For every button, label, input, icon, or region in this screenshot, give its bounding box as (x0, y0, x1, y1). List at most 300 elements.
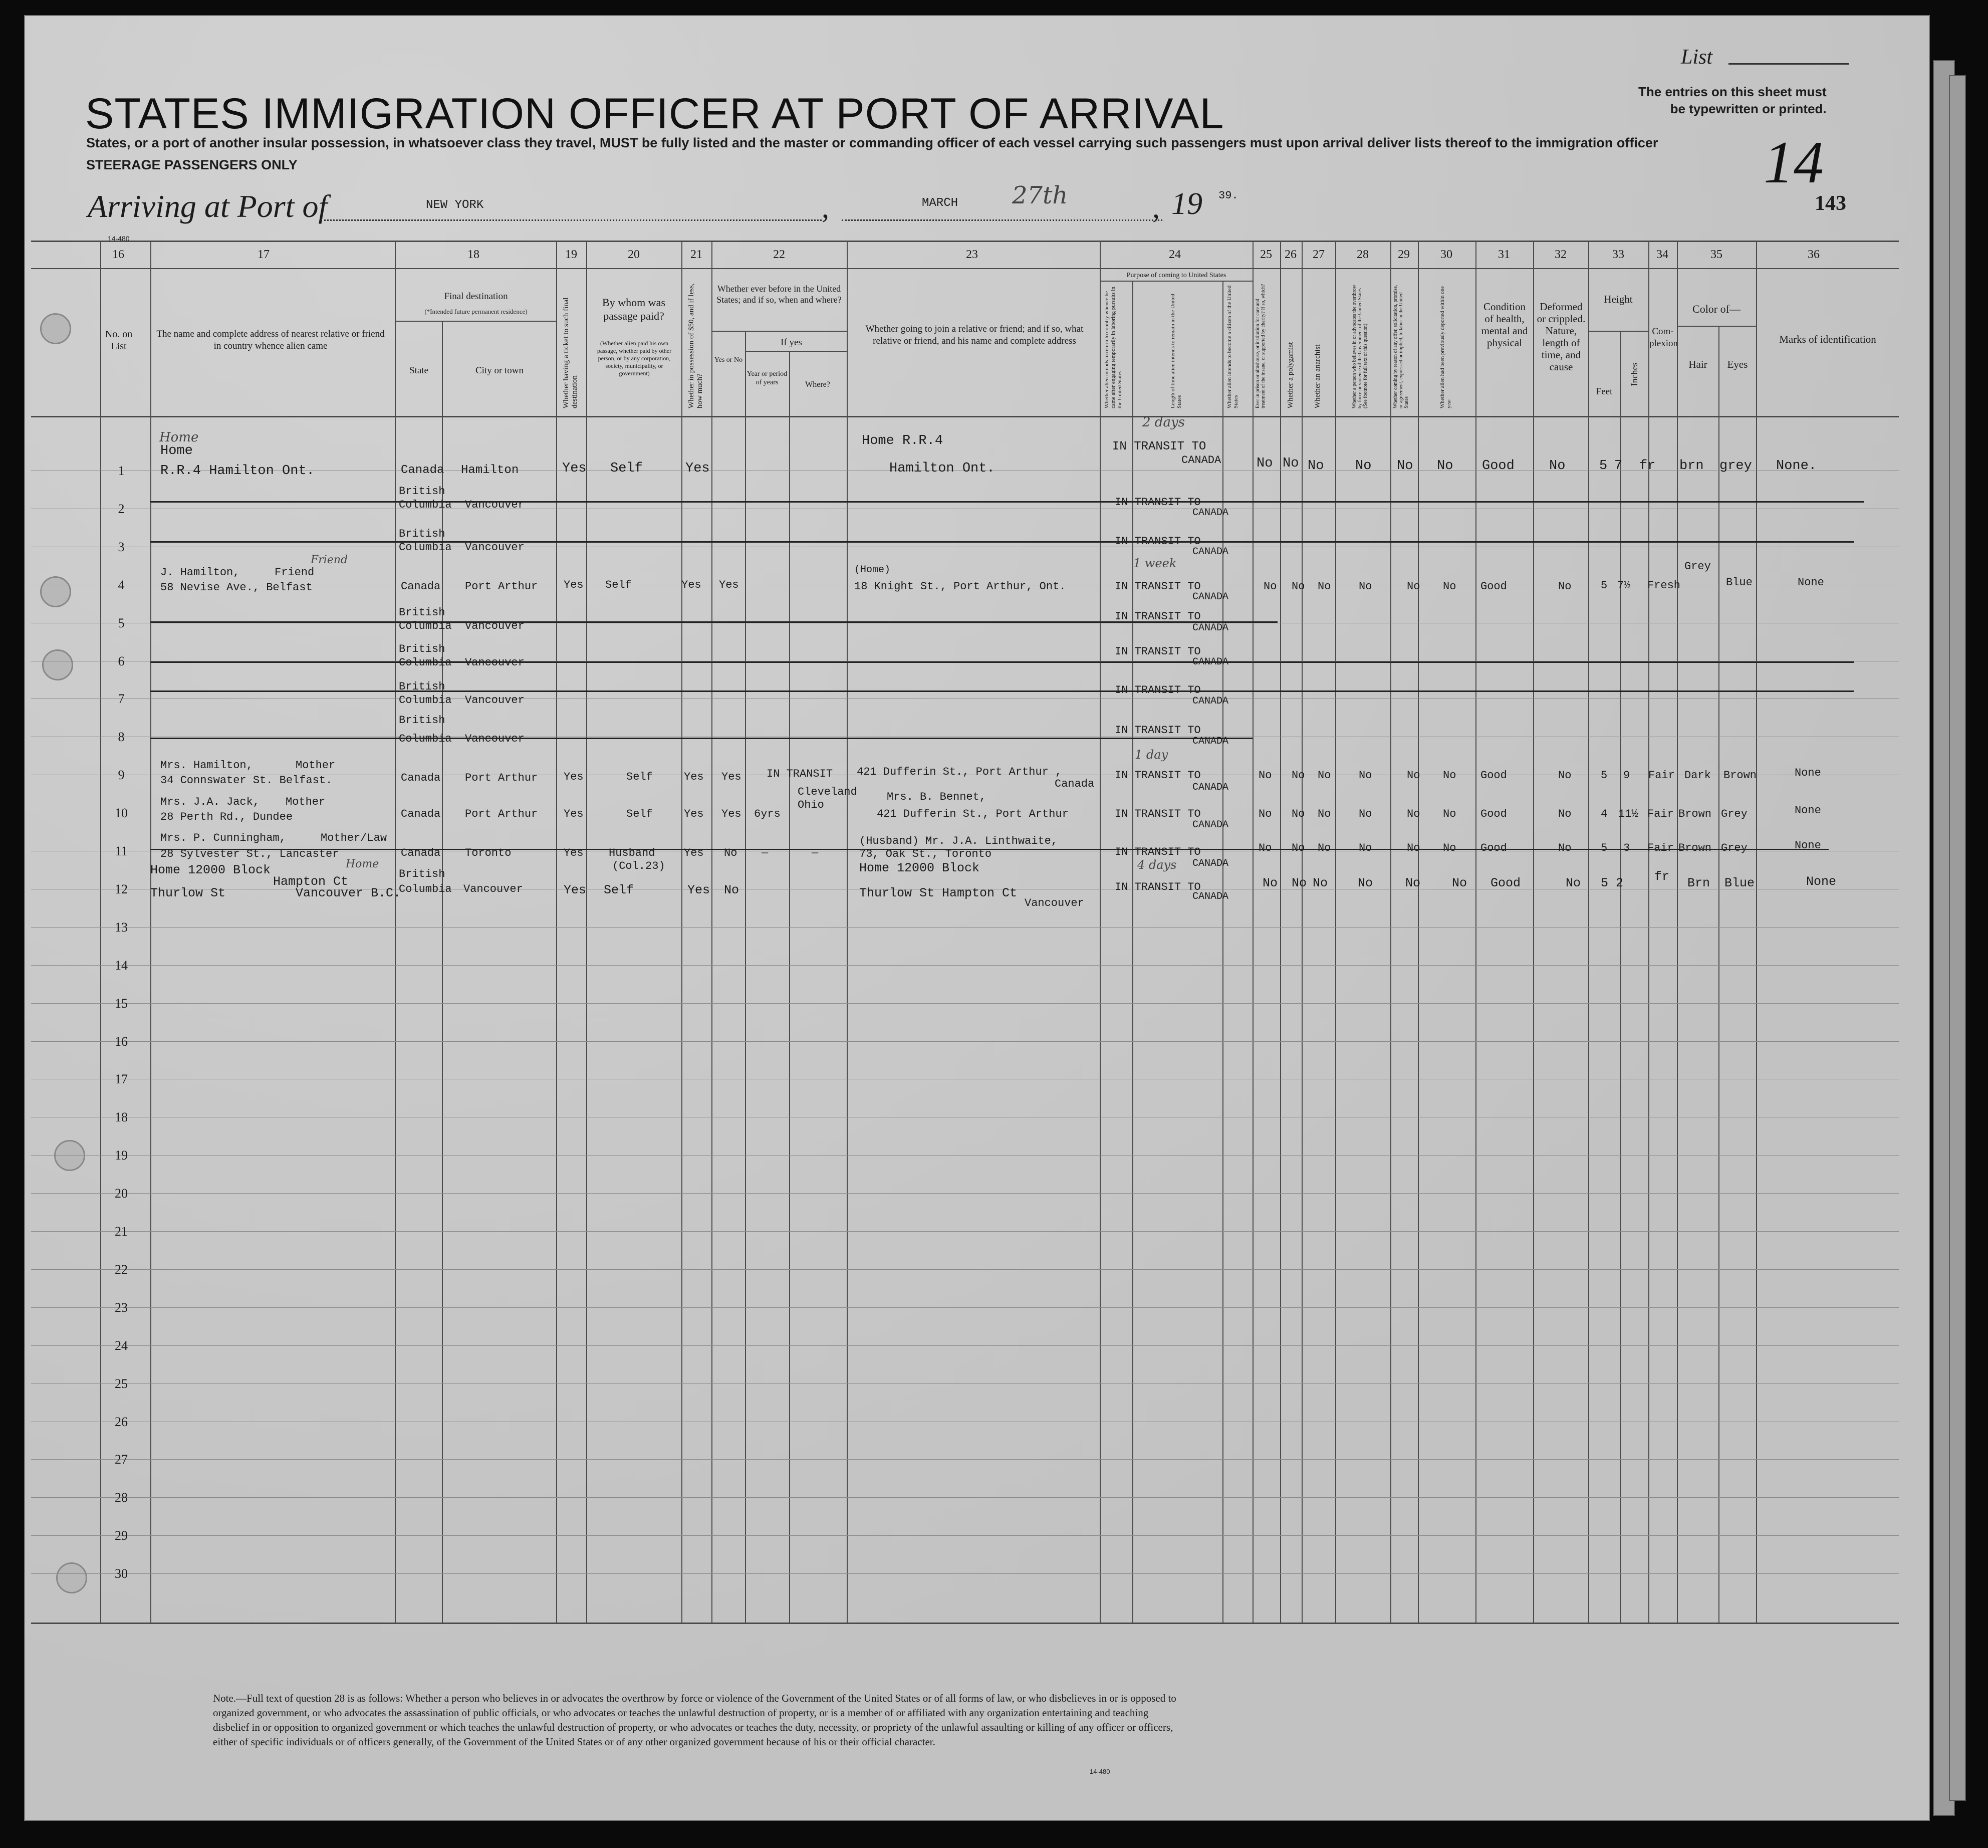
row-number: 18 (115, 1110, 128, 1125)
row-number: 8 (118, 730, 125, 745)
sub-rule (711, 331, 847, 332)
row-rule (31, 1383, 1899, 1384)
r11-join-line2: 73, Oak St., Toronto (859, 848, 992, 860)
r12-relative-line2b: Vancouver B.C. (296, 886, 401, 900)
r9-transit-dest: CANADA (1192, 782, 1229, 793)
header-marks: Marks of identification (1779, 333, 1876, 345)
grid-colnum-bottom (31, 268, 1899, 269)
r9-relative-line1: Mrs. Hamilton, (160, 759, 253, 772)
col-line (1648, 241, 1649, 1624)
row-rule (31, 1193, 1899, 1194)
r1-hand-time: 2 days (1142, 415, 1185, 430)
form-instructions: States, or a port of another insular possession, in whatsoever class they travel, MUST be fully listed and the master or commanding officer of each vessel carrying such passengers must upon arrival deliver lists thereof to the immigration officer (86, 135, 1658, 150)
r1-ticket: Yes (562, 461, 587, 476)
col-line (1620, 331, 1621, 1624)
r6-state: British (399, 643, 445, 655)
r11-relative-line2: 28 Sylvester St., Lancaster (160, 848, 339, 860)
r1-c29: No (1397, 458, 1413, 474)
r10-c27: No (1318, 808, 1331, 820)
r12-complexion: fr (1654, 869, 1670, 884)
col-line (1253, 241, 1254, 1624)
r11-complexion: Fair (1647, 842, 1674, 854)
r4-hand-relation: Friend (311, 554, 348, 566)
col-number: 17 (258, 248, 270, 261)
r11-city: Toronto (465, 847, 512, 859)
r1-c26: No (1283, 456, 1299, 471)
row-number: 22 (115, 1262, 128, 1277)
r10-deformed: No (1558, 808, 1572, 820)
r9-hand-time: 1 day (1135, 748, 1168, 762)
r10-transit: IN TRANSIT TO (1115, 808, 1201, 820)
r11-feet: 5 (1601, 842, 1608, 854)
r4-inches: 7½ (1617, 579, 1631, 592)
r1-join-line1: Home R.R.4 (862, 433, 943, 448)
r8-state-2: Columbia (399, 733, 452, 745)
row-number: 27 (115, 1452, 128, 1467)
r4-transit-dest: CANADA (1192, 591, 1229, 603)
r9-relative-line2: 34 Connswater St. Belfast. (160, 774, 333, 787)
r12-health: Good (1490, 876, 1521, 890)
header-passage-paid: By whom was passage paid? (602, 296, 665, 322)
col-number: 22 (773, 248, 785, 261)
col-line (100, 241, 101, 1624)
r4-health: Good (1480, 580, 1507, 593)
r1-eyes: grey (1719, 458, 1752, 474)
r12-deformed: No (1566, 876, 1581, 890)
r6-city: Vancouver (465, 656, 525, 669)
strike-row-7 (150, 690, 1854, 692)
row-number: 16 (115, 1034, 128, 1049)
row-number: 17 (115, 1072, 128, 1087)
header-join-relative: Whether going to join a relative or friend; and if so, what relative or friend, and his name and complete address (865, 324, 1084, 346)
r1-money: Yes (685, 461, 710, 476)
arrival-month: MARCH (922, 196, 958, 210)
r4-eyes: Blue (1726, 576, 1753, 589)
col-line (745, 331, 746, 1624)
col-line (1390, 241, 1391, 1624)
row-rule (31, 1003, 1899, 1004)
row-number: 24 (115, 1338, 128, 1353)
col-number: 27 (1313, 248, 1325, 261)
row-number: 19 (115, 1148, 128, 1163)
sub-rule (1677, 326, 1756, 327)
strike-row-8 (150, 738, 1253, 739)
grid-top (31, 241, 1899, 242)
r10-complexion: Fair (1647, 808, 1674, 820)
row-number: 30 (115, 1566, 128, 1581)
r3-transit-dest: CANADA (1192, 546, 1229, 558)
r12-inches: 2 (1616, 876, 1624, 890)
r1-c30: No (1437, 458, 1453, 474)
r4-c29: No (1407, 580, 1420, 593)
col-number: 30 (1440, 248, 1452, 261)
sub-rule (1588, 331, 1648, 332)
r1-join-line2: Hamilton Ont. (889, 461, 995, 476)
header-where: Where? (805, 380, 830, 389)
r4-feet: 5 (1601, 579, 1608, 592)
r1-feet: 5 (1599, 458, 1608, 474)
row-rule (31, 1155, 1899, 1156)
r10-relation: Mother (286, 796, 326, 808)
r1-transit: IN TRANSIT TO (1112, 440, 1206, 453)
col-number: 18 (467, 248, 479, 261)
r9-feet: 5 (1601, 769, 1608, 782)
header-city: City or town (475, 365, 524, 376)
row-number: 6 (118, 653, 125, 668)
r10-c26: No (1292, 808, 1305, 820)
col-line (1132, 281, 1133, 1624)
r12-relative-line2: Thurlow St (150, 886, 226, 900)
header-ever-before: Whether ever before in the United States; and if so, when and where? (716, 284, 842, 305)
r12-c27: No (1313, 876, 1328, 890)
col-number: 20 (628, 248, 640, 261)
r12-state: British (399, 868, 445, 880)
r4-complexion: Fresh (1647, 579, 1681, 592)
r9-before-where: IN TRANSIT (767, 768, 833, 780)
r9-hair: Dark (1684, 769, 1711, 782)
header-fifty-dollars: Whether in possession of $50, and if less, how much? (687, 283, 704, 408)
col-line (586, 241, 587, 1624)
r12-join-line2: Thurlow St Hampton Ct (859, 886, 1018, 900)
header-final-destination: Final destination (444, 291, 508, 302)
r11-relative-line1: Mrs. P. Cunningham, (160, 832, 286, 844)
r4-hand-time: 1 week (1133, 556, 1177, 570)
r4-ticket: Yes (564, 579, 584, 591)
row-number: 9 (118, 768, 125, 783)
col-number: 28 (1357, 248, 1369, 261)
row-number: 26 (115, 1414, 128, 1429)
arrival-label: Arriving at Port of (88, 188, 328, 224)
row-number: 2 (118, 501, 125, 516)
strike-row-6 (150, 661, 1854, 663)
r9-deformed: No (1558, 769, 1572, 782)
r4-money: Yes (681, 579, 701, 591)
r8-transit: IN TRANSIT TO (1115, 724, 1201, 737)
r7-transit-dest: CANADA (1192, 696, 1229, 707)
row-number: 11 (115, 844, 128, 858)
row-number: 29 (115, 1528, 128, 1543)
typed-note-line-1: The entries on this sheet must (1638, 84, 1827, 99)
row-number: 1 (118, 464, 125, 478)
r11-c29: No (1407, 842, 1420, 854)
form-code: 14-480 (108, 235, 130, 243)
r10-health: Good (1480, 808, 1507, 820)
r12-relative-line1b: Hampton Ct (273, 874, 349, 889)
row-number: 23 (115, 1300, 128, 1315)
r9-complexion: Fair (1648, 769, 1675, 782)
col-line (1418, 241, 1419, 1624)
r12-hand-time: 4 days (1137, 858, 1177, 872)
r11-c25: No (1259, 842, 1272, 854)
r10-ticket: Yes (564, 808, 584, 820)
r11-transit-dest: CANADA (1192, 858, 1229, 869)
row-number: 25 (115, 1376, 128, 1391)
col-line (1718, 326, 1719, 1624)
r9-join-line2: Canada (1055, 778, 1095, 790)
header-hair: Hair (1688, 358, 1707, 370)
col-number: 31 (1498, 248, 1510, 261)
row-number: 15 (115, 996, 128, 1011)
form-title: STATES IMMIGRATION OFFICER AT PORT OF ARRIVAL (85, 90, 1224, 138)
r12-c29: No (1405, 876, 1421, 890)
r1-c25: No (1257, 456, 1273, 471)
row-rule (31, 1231, 1899, 1232)
r12-join-line3: Vancouver (1025, 897, 1084, 909)
r11-dash-1: — (762, 847, 769, 859)
r1-state: Canada (401, 464, 444, 477)
r11-marks: None (1795, 839, 1821, 852)
strike-row-2 (150, 501, 1864, 503)
r1-c28: No (1355, 458, 1372, 474)
r4-paid: Self (605, 579, 632, 591)
r11-health: Good (1480, 842, 1507, 854)
header-nearest-relative: The name and complete address of nearest relative or friend in country whence alien came (156, 329, 385, 351)
r12-money: Yes (687, 883, 710, 897)
col-number: 33 (1612, 248, 1624, 261)
comma: , (1152, 191, 1160, 224)
header-deformed: Deformed or crippled. Nature, length of time, and cause (1537, 301, 1586, 373)
r12-hair: Brn (1687, 876, 1710, 890)
col-line (1677, 241, 1678, 1624)
r11-c30: No (1443, 842, 1456, 854)
r9-city: Port Arthur (465, 772, 538, 784)
col-line (1335, 241, 1336, 1624)
r9-inches: 9 (1623, 769, 1630, 782)
r10-join-line2: 421 Dufferin St., Port Arthur (877, 808, 1069, 820)
r7-city: Vancouver (465, 694, 525, 707)
r9-health: Good (1480, 769, 1507, 782)
comma: , (822, 191, 829, 224)
r12-relative-line1: Home 12000 Block (150, 863, 271, 877)
row-number: 7 (118, 691, 125, 707)
r9-money: Yes (684, 771, 704, 783)
r12-transit-dest: CANADA (1192, 891, 1229, 902)
r8-city: Vancouver (465, 733, 525, 745)
col-line (395, 241, 396, 1624)
col-number: 21 (690, 248, 702, 261)
col-line (1533, 241, 1534, 1624)
r5-city: Vancouver (465, 620, 525, 632)
row-number: 12 (115, 881, 128, 896)
r10-before-where-2: Ohio (798, 799, 824, 811)
r1-hand-home: Home (159, 430, 199, 445)
row-rule (31, 1573, 1899, 1574)
r9-ticket: Yes (564, 771, 584, 783)
r11-c27: No (1318, 842, 1331, 854)
header-labor-offer: Whether coming by reason of any offer, solicitation, promise, or agreement, expressed or implied, to labor in the United States (1393, 285, 1409, 408)
row-rule (31, 927, 1899, 928)
r12-city: Vancouver (463, 883, 523, 895)
strike-row-3 (150, 541, 1854, 543)
r4-join-hand: (Home) (854, 564, 891, 576)
r1-c27: No (1308, 458, 1324, 474)
r10-relative-line1: Mrs. J.A. Jack, (160, 796, 260, 808)
r12-eyes: Blue (1724, 876, 1755, 890)
r4-before: Yes (719, 579, 739, 591)
r1-complexion: fr (1639, 458, 1656, 474)
r1-transit-dest: CANADA (1181, 454, 1221, 467)
col-number: 16 (112, 248, 124, 261)
col-number: 25 (1260, 248, 1272, 261)
r12-hand-home: Home (346, 858, 379, 870)
r11-join-line1: (Husband) Mr. J.A. Linthwaite, (859, 835, 1058, 847)
col-number: 34 (1656, 248, 1668, 261)
row-number: 10 (115, 806, 128, 821)
header-eyes: Eyes (1727, 358, 1748, 370)
col-line (556, 241, 557, 1624)
footnote-code: 14-480 (1090, 1768, 1110, 1775)
col-line (711, 241, 712, 1624)
r4-join-line1: 18 Knight St., Port Arthur, Ont. (854, 580, 1066, 593)
r12-c25: No (1263, 876, 1278, 890)
typed-note-line-2: be typewritten or printed. (1670, 101, 1827, 116)
r10-c30: No (1443, 808, 1456, 820)
row-number: 13 (115, 919, 128, 935)
row-number: 20 (115, 1186, 128, 1201)
r5-transit-dest: CANADA (1192, 622, 1229, 634)
row-number: 21 (115, 1224, 128, 1239)
header-citizen: Whether alien intends to become a citizen of the United States (1226, 285, 1239, 408)
col-number: 26 (1285, 248, 1297, 261)
r3-city: Vancouver (465, 541, 525, 554)
header-complexion: Com- plexion (1649, 326, 1678, 349)
r12-transit: IN TRANSIT TO (1115, 881, 1201, 893)
r1-health: Good (1482, 458, 1515, 474)
header-color-of: Color of— (1692, 303, 1741, 315)
r4-c30: No (1443, 580, 1456, 593)
r11-money: Yes (684, 847, 704, 859)
col-line (1302, 241, 1303, 1624)
header-length-stay: Length of time alien intends to remain in the United States (1170, 294, 1182, 408)
r9-c27: No (1318, 769, 1331, 782)
col-line (1280, 241, 1281, 1624)
r12-c26: No (1292, 876, 1307, 890)
r2-transit-dest: CANADA (1192, 507, 1229, 519)
r9-c25: No (1259, 769, 1272, 782)
r1-relative-line1: Home (160, 443, 193, 458)
r10-c29: No (1407, 808, 1420, 820)
col-number: 19 (565, 248, 577, 261)
row-number: 3 (118, 539, 125, 554)
header-ticket: Whether having a ticket to such final destination (562, 297, 579, 408)
header-if-yes: If yes— (781, 337, 812, 348)
strike-row-5 (150, 621, 1278, 623)
r9-c26: No (1292, 769, 1305, 782)
r8-transit-dest: CANADA (1192, 736, 1229, 747)
header-feet: Feet (1596, 386, 1613, 397)
r11-c26: No (1292, 842, 1305, 854)
header-polygamist: Whether a polygamist (1287, 342, 1295, 408)
col-line (150, 241, 151, 1624)
r11-deformed: No (1558, 842, 1572, 854)
r11-inches: 3 (1623, 842, 1630, 854)
col-line (1588, 241, 1589, 1624)
r9-paid: Self (626, 771, 653, 783)
col-number: 32 (1555, 248, 1567, 261)
header-yes-no: Yes or No (714, 356, 743, 364)
steerage-label: STEERAGE PASSENGERS ONLY (86, 157, 298, 172)
row-rule (31, 1535, 1899, 1536)
r10-transit-dest: CANADA (1192, 819, 1229, 831)
header-anarchist: Whether an anarchist (1314, 344, 1322, 408)
footnote-question-28: Note.—Full text of question 28 is as follows: Whether a person who believes in or advocates the overthrow by force or violence of the Government of the United States or of all forms of law, or who disbelieves in or is opposed to organized government, or who advocates the assassination of public officials, or who advocates or teaches the unlawful destruction of property, or is a member of or affiliated with any organization entertaining and teaching disbelief in or opposition to organized government or which teaches the unlawful destruction of property, or who advocates or teaches the duty, necessity, or propriety of the unlawful assaulting or killing of any officer or officers, either of specific individuals or of officers generally, of the Government of the United States or of any other organized government because of his or their official character. (213, 1692, 1176, 1748)
col-number: 29 (1398, 248, 1410, 261)
row-number: 14 (115, 958, 128, 973)
r10-eyes: Grey (1721, 808, 1748, 820)
arrival-year-suffix: 39. (1218, 189, 1238, 202)
r4-c28: No (1359, 580, 1372, 593)
r10-c28: No (1359, 808, 1372, 820)
r5-state-2: Columbia (399, 620, 452, 632)
r10-feet: 4 (1601, 808, 1608, 820)
r5-state: British (399, 606, 445, 619)
r12-before: No (724, 883, 739, 897)
r6-transit-dest: CANADA (1192, 656, 1229, 668)
r11-state: Canada (401, 847, 441, 859)
r9-join-line1: 421 Dufferin St., Port Arthur , (857, 766, 1062, 778)
r4-state: Canada (401, 580, 441, 593)
r1-relative-line2: R.R.4 Hamilton Ont. (160, 464, 315, 479)
r10-money: Yes (684, 808, 704, 820)
col-line (1756, 241, 1757, 1624)
r12-ticket: Yes (564, 883, 587, 897)
r6-state-2: Columbia (399, 656, 452, 669)
list-label: List (1681, 46, 1713, 69)
r11-paid: Husband (609, 847, 655, 859)
row-rule (31, 965, 1899, 966)
r2-city: Vancouver (465, 499, 525, 511)
r11-transit: IN TRANSIT TO (1115, 846, 1201, 858)
r11-before: No (724, 847, 737, 859)
r4-c26: No (1292, 580, 1305, 593)
r4-relative-line1: J. Hamilton, (160, 566, 240, 579)
row-rule (31, 1307, 1899, 1308)
r4-c27: No (1318, 580, 1331, 593)
r7-state-2: Columbia (399, 694, 452, 707)
r11-relation: Mother/Law (321, 832, 387, 844)
row-number: 5 (118, 615, 125, 630)
r9-transit: IN TRANSIT TO (1115, 769, 1201, 782)
grid-bottom (31, 1623, 1899, 1624)
r11-hair: Brown (1678, 842, 1712, 854)
r9-eyes: Brown (1723, 769, 1757, 782)
col-line (1475, 241, 1476, 1624)
r12-paid: Self (604, 883, 634, 897)
r12-state-2: Columbia (399, 883, 452, 895)
row-rule (31, 1269, 1899, 1270)
r9-state: Canada (401, 772, 441, 784)
r10-city: Port Arthur (465, 808, 538, 820)
header-deported: Whether alien had been previously deported within one year (1439, 286, 1452, 408)
r9-c28: No (1359, 769, 1372, 782)
r7-state: British (399, 680, 445, 693)
header-question-28: Whether a person who believes in or advocates the overthrow by force or violence of the Government of the United States (See footnote for full text of this question) (1352, 285, 1368, 408)
r4-hair: Grey (1684, 560, 1711, 573)
header-state: State (409, 365, 428, 376)
r10-relative-line2: 28 Perth Rd., Dundee (160, 811, 293, 823)
col-line (681, 241, 682, 1624)
r4-marks: None (1798, 576, 1824, 589)
handwritten-list-number: 14 (1764, 129, 1824, 195)
r9-marks: None (1795, 767, 1821, 779)
r4-relation: Friend (275, 566, 315, 579)
col-number: 23 (966, 248, 978, 261)
header-return: Whether alien intends to return to country whence he came after engaging temporarily in laboring pursuits in the United States (1104, 287, 1123, 408)
r4-city: Port Arthur (465, 580, 538, 593)
r4-relative-line2: 58 Nevise Ave., Belfast (160, 581, 313, 594)
r6-transit: IN TRANSIT TO (1115, 645, 1201, 658)
r5-transit: IN TRANSIT TO (1115, 610, 1201, 623)
